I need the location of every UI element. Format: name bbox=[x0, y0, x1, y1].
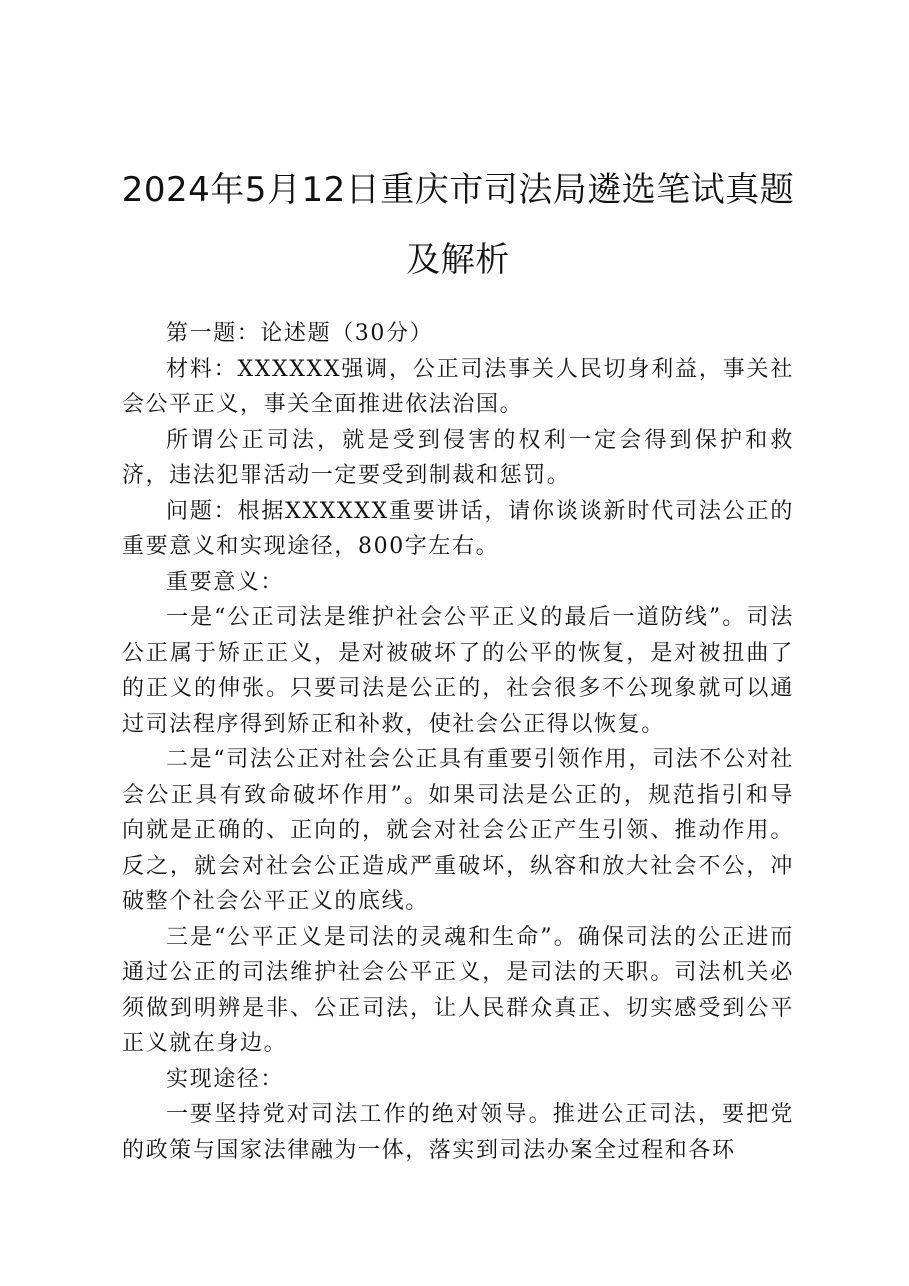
document-body bbox=[122, 316, 794, 1168]
significance-point-1: 一是“公正司法是维护社会公平正义的最后一道防线”。司法公正属于矫正正义，是对被破坏了的公平的恢复，是对被扭曲了的正义的伸张。只要司法是公正的，社会很多不公现象就可以通过司法程序得到矫正和补救，使社会公正得以恢复。 bbox=[122, 605, 794, 737]
document-title: 2024年5月12日重庆市司法局遴选笔试真题及解析 bbox=[121, 170, 795, 280]
question-paragraph: 问题：根据XXXXXX重要讲话，请你谈谈新时代司法公正的重要意义和实现途径，800字左右。 bbox=[122, 498, 794, 559]
significance-point-3: 三是“公平正义是司法的灵魂和生命”。确保司法的公正进而通过公正的司法维护社会公平正义，是司法的天职。司法机关必须做到明辨是非、公正司法，让人民群众真正、切实感受到公平正义就在身边。 bbox=[122, 924, 794, 1056]
approach-point-1: 一要坚持党对司法工作的绝对领导。推进公正司法，要把党的政策与国家法律融为一体，落实到司法办案全过程和各环 bbox=[122, 1102, 794, 1163]
definition-paragraph: 所谓公正司法，就是受到侵害的权利一定会得到保护和救济，违法犯罪活动一定要受到制裁和惩罚。 bbox=[122, 427, 794, 488]
significance-heading: 重要意义： bbox=[166, 569, 285, 595]
approach-heading: 实现途径： bbox=[166, 1066, 285, 1092]
question-heading: 第一题：论述题（30分） bbox=[166, 321, 434, 346]
significance-point-2: 二是“司法公正对社会公正具有重要引领作用，司法不公对社会公正具有致命破坏作用”。如果司法是公正的，规范指引和导向就是正确的、正向的，就会对社会公正产生引领、推动作用。反之，就会对社会公正造成严重破坏，纵容和放大社会不公，冲破整个社会公平正义的底线。 bbox=[122, 747, 794, 914]
material-paragraph: 材料：XXXXXX强调，公正司法事关人民切身利益，事关社会公平正义，事关全面推进依法治国。 bbox=[122, 356, 794, 417]
